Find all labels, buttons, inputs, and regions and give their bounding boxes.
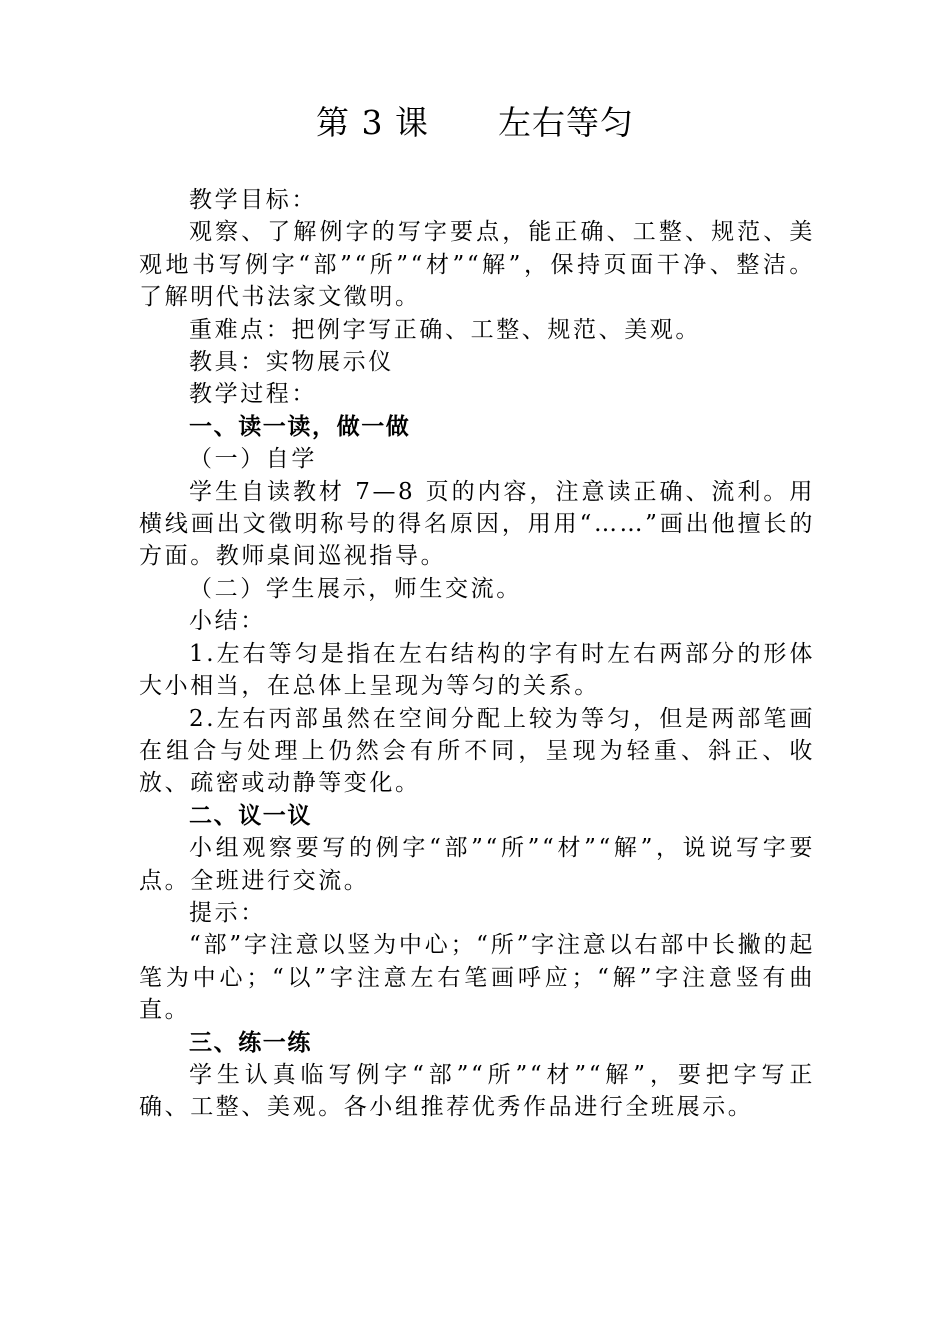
summary-point-2: 2.左右丙部虽然在空间分配上较为等匀，但是两部笔画在组合与处理上仍然会有所不同，呈现为轻重、斜正、收放、疏密或动静等变化。 — [139, 705, 815, 797]
teaching-tools: 教具：实物展示仪 — [189, 349, 394, 376]
section-1-heading: 一、读一读，做一做 — [189, 413, 411, 440]
process-label: 教学过程： — [189, 381, 317, 408]
section-3-text: 学生认真临写例字“部”“所”“材”“解”，要把字写正确、工整、美观。各小组推荐优秀作品进行全班展示。 — [139, 1061, 815, 1121]
subsection-2-heading: （二）学生展示，师生交流。 — [189, 575, 522, 602]
objective-label: 教学目标： — [189, 187, 317, 213]
document-body — [139, 184, 815, 1124]
section-2-heading: 二、议一议 — [189, 802, 312, 829]
section-2-text: 小组观察要写的例字“部”“所”“材”“解”，说说写字要点。全班进行交流。 — [139, 835, 815, 894]
subsection-1-heading: （一）自学 — [189, 446, 317, 473]
lesson-title: 第 3 课 左右等匀 — [316, 103, 634, 142]
subsection-1-text: 学生自读教材 7—8 页的内容，注意读正确、流利。用横线画出文徵明称号的得名原因，用用“……”画出他擅长的方面。教师桌间巡视指导。 — [139, 478, 815, 570]
objective-text: 观察、了解例字的写字要点，能正确、工整、规范、美观地书写例字“部”“所”“材”“解”，保持页面干净、整洁。了解明代书法家文徵明。 — [139, 219, 815, 311]
summary-label: 小结： — [189, 608, 266, 635]
hint-text: “部”字注意以竖为中心；“所”字注意以右部中长撇的起笔为中心；“以”字注意左右笔画呼应；“解”字注意竖有曲直。 — [139, 932, 815, 1024]
hint-label: 提示： — [189, 899, 266, 926]
section-3-heading: 三、练一练 — [189, 1029, 312, 1056]
summary-point-1: 1.左右等匀是指在左右结构的字有时左右两部分的形体大小相当，在总体上呈现为等匀的关系。 — [139, 640, 815, 700]
key-points: 重难点：把例字写正确、工整、规范、美观。 — [189, 316, 701, 343]
